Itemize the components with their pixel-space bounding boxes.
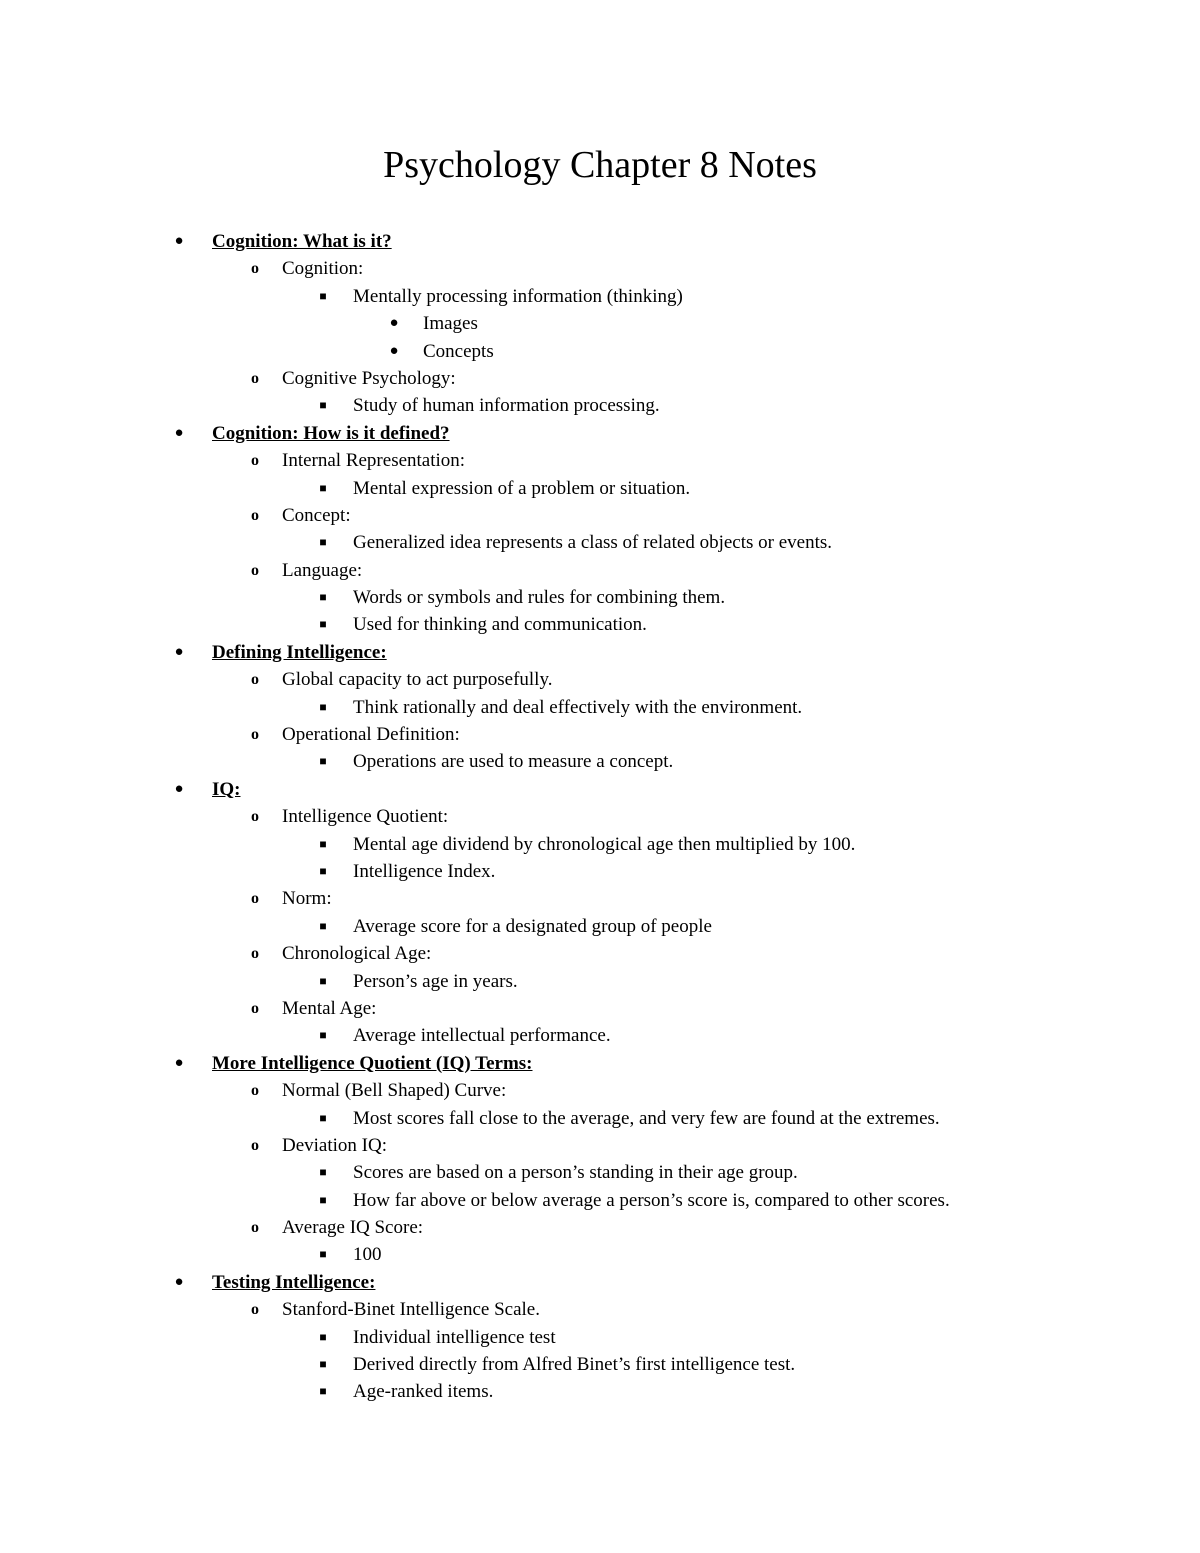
outline-item (0, 721, 1200, 748)
outline-subitem (0, 529, 1200, 556)
outline-subitem (0, 475, 1200, 502)
bullet-icon: ■ (319, 699, 327, 714)
outline-subsubitem (0, 338, 1200, 365)
outline-item-text: Global capacity to act purposefully. (282, 669, 553, 691)
bullet-icon: ● (174, 643, 184, 660)
outline-item-text: Internal Representation: (282, 450, 466, 472)
section-heading (0, 1269, 1200, 1296)
bullet-icon: ● (174, 780, 184, 797)
bullet-icon: ■ (319, 1329, 327, 1344)
outline-subitem (0, 392, 1200, 419)
outline-subitem (0, 831, 1200, 858)
bullet-icon: o (251, 506, 259, 524)
bullet-icon: ■ (319, 973, 327, 988)
outline-subitem (0, 611, 1200, 638)
outline-subitem-text: Individual intelligence test (353, 1326, 556, 1348)
outline-item-text: Mental Age: (282, 997, 377, 1019)
outline-item (0, 1296, 1200, 1323)
bullet-icon: ■ (319, 754, 327, 769)
section-heading-text: More Intelligence Quotient (IQ) Terms: (212, 1052, 533, 1074)
section-heading-text: Defining Intelligence: (212, 641, 387, 663)
outline-item-text: Chronological Age: (282, 943, 432, 965)
bullet-icon: o (251, 452, 259, 470)
bullet-icon: o (251, 1082, 259, 1100)
outline-subitem (0, 1187, 1200, 1214)
outline-subitem (0, 968, 1200, 995)
bullet-icon: ■ (319, 398, 327, 413)
bullet-icon: ■ (319, 1357, 327, 1372)
bullet-icon: ■ (319, 1110, 327, 1125)
bullet-icon: ■ (319, 1247, 327, 1262)
outline-item-text: Normal (Bell Shaped) Curve: (282, 1080, 507, 1102)
bullet-icon: ■ (319, 918, 327, 933)
outline-subitem (0, 1159, 1200, 1186)
outline-subitem-text: Mental age dividend by chronological age then multiplied by 100. (353, 833, 856, 855)
section-heading (0, 1050, 1200, 1077)
outline-subitem (0, 1351, 1200, 1378)
outline-item-text: Language: (282, 559, 363, 581)
bullet-icon: ● (174, 233, 184, 249)
outline-subitem (0, 1105, 1200, 1132)
bullet-icon: ● (389, 315, 399, 332)
outline-subitem-text: Mentally processing information (thinking) (353, 285, 683, 307)
outline-item (0, 1132, 1200, 1159)
bullet-icon: ■ (319, 590, 327, 605)
bullet-icon: o (251, 369, 259, 387)
bullet-icon: ● (174, 424, 184, 441)
outline-item-text: Intelligence Quotient: (282, 806, 449, 828)
outline-subitem-text: Study of human information processing. (353, 395, 660, 417)
outline-item (0, 940, 1200, 967)
outline-subitem-text: Scores are based on a person’s standing in their age group. (353, 1162, 798, 1184)
outline-item (0, 885, 1200, 912)
section-heading (0, 228, 1200, 255)
outline-subitem (0, 858, 1200, 885)
bullet-icon: o (251, 1136, 259, 1154)
bullet-icon: ■ (319, 836, 327, 851)
bullet-icon: o (251, 1219, 259, 1237)
outline-subitem (0, 694, 1200, 721)
outline-subitem-text: How far above or below average a person’s score is, compared to other scores. (353, 1189, 950, 1211)
outline-subitem-text: Operations are used to measure a concept. (353, 751, 674, 773)
outline-item (0, 365, 1200, 392)
outline-item-text: Stanford-Binet Intelligence Scale. (282, 1299, 540, 1321)
outline-subitem-text: Average score for a designated group of people (353, 915, 712, 937)
section-heading-text: IQ: (212, 778, 241, 800)
notes-outline (0, 228, 1200, 1406)
outline-item (0, 502, 1200, 529)
outline-subsubitem-text: Concepts (423, 340, 494, 362)
bullet-icon: o (251, 561, 259, 579)
outline-subitem (0, 1241, 1200, 1268)
section-heading-text: Cognition: How is it defined? (212, 422, 450, 444)
bullet-icon: o (251, 671, 259, 689)
outline-item-text: Concept: (282, 504, 351, 526)
outline-item (0, 1077, 1200, 1104)
outline-subitem (0, 584, 1200, 611)
bullet-icon: ■ (319, 480, 327, 495)
outline-subitem-text: Mental expression of a problem or situation. (353, 477, 691, 499)
outline-subitem-text: Think rationally and deal effectively with the environment. (353, 696, 803, 718)
outline-subitem (0, 1324, 1200, 1351)
outline-item (0, 255, 1200, 282)
section-heading-text: Testing Intelligence: (212, 1271, 376, 1293)
outline-subitem-text: Person’s age in years. (353, 970, 518, 992)
section-heading (0, 420, 1200, 447)
outline-subitem-text: Age-ranked items. (353, 1381, 494, 1403)
outline-subitem (0, 748, 1200, 775)
bullet-icon: o (251, 945, 259, 963)
outline-item (0, 995, 1200, 1022)
bullet-icon: ■ (319, 1028, 327, 1043)
section-heading (0, 776, 1200, 803)
outline-item (0, 1214, 1200, 1241)
bullet-icon: o (251, 999, 259, 1017)
bullet-icon: ● (174, 1054, 184, 1071)
outline-subitem-text: Used for thinking and communication. (353, 614, 647, 636)
outline-item (0, 447, 1200, 474)
bullet-icon: ■ (319, 535, 327, 550)
outline-subsubitem (0, 310, 1200, 337)
bullet-icon: ● (174, 1273, 184, 1290)
outline-item-text: Cognitive Psychology: (282, 367, 456, 389)
bullet-icon: ■ (319, 863, 327, 878)
page-title: Psychology Chapter 8 Notes (383, 144, 817, 186)
bullet-icon: ■ (319, 288, 327, 303)
section-heading-text: Cognition: What is it? (212, 231, 392, 252)
outline-subitem-text: Intelligence Index. (353, 860, 496, 882)
outline-subitem (0, 1378, 1200, 1405)
outline-item-text: Average IQ Score: (282, 1217, 424, 1239)
outline-item-text: Cognition: (282, 258, 364, 280)
outline-subitem-text: Derived directly from Alfred Binet’s first intelligence test. (353, 1354, 796, 1376)
bullet-icon: o (251, 890, 259, 908)
bullet-icon: ● (389, 342, 399, 359)
section-heading (0, 639, 1200, 666)
outline-subitem-text: Average intellectual performance. (353, 1025, 611, 1047)
bullet-icon: o (251, 726, 259, 744)
outline-subitem (0, 283, 1200, 310)
outline-subitem (0, 913, 1200, 940)
outline-item-text: Deviation IQ: (282, 1134, 388, 1156)
bullet-icon: o (251, 1301, 259, 1319)
outline-item-text: Operational Definition: (282, 724, 460, 746)
outline-subitem-text: Most scores fall close to the average, and very few are found at the extremes. (353, 1107, 940, 1129)
outline-subitem-text: Words or symbols and rules for combining them. (353, 587, 726, 609)
outline-item (0, 666, 1200, 693)
bullet-icon: ■ (319, 1192, 327, 1207)
bullet-icon: ■ (319, 1165, 327, 1180)
outline-subitem-text: 100 (353, 1244, 382, 1266)
bullet-icon: o (251, 260, 259, 278)
bullet-icon: o (251, 808, 259, 826)
outline-subsubitem-text: Images (423, 313, 478, 335)
outline-item (0, 803, 1200, 830)
outline-subitem (0, 1022, 1200, 1049)
bullet-icon: ■ (319, 617, 327, 632)
outline-item-text: Norm: (282, 888, 332, 910)
bullet-icon: ■ (319, 1384, 327, 1399)
outline-subitem-text: Generalized idea represents a class of related objects or events. (353, 532, 832, 554)
outline-item (0, 557, 1200, 584)
